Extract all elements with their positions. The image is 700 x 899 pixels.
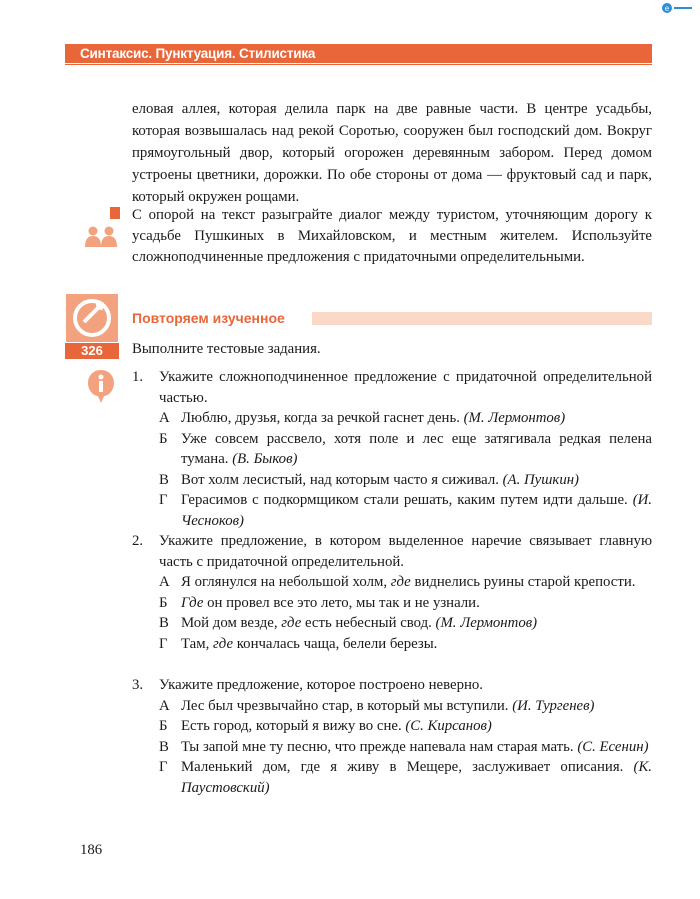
option-text: Лес был чрезвычайно стар, в который мы вступили. (И. Тургенев): [181, 697, 595, 714]
option-a: [159, 408, 652, 429]
option-c: [159, 737, 652, 758]
option-text: Где он провел все это лето, мы так и не узнали.: [181, 594, 480, 611]
page-number: 186: [80, 842, 103, 858]
info-icon: [86, 368, 116, 404]
option-letter: Б: [159, 718, 168, 734]
option-text: Люблю, друзья, когда за речкой гаснет день. (М. Лермонтов): [181, 410, 566, 426]
option-text: Уже совсем рассвело, хотя поле и лес еще затягивала редкая пелена тумана. (В. Быков): [181, 430, 652, 467]
header-rule: [65, 64, 652, 65]
option-b: [159, 593, 652, 614]
question-text: Укажите предложение, в котором выделенное наречие связывает главную часть с придаточной определительной.: [159, 533, 652, 570]
option-d: [159, 634, 652, 655]
option-a: [159, 696, 652, 717]
option-c: [159, 470, 652, 491]
question-text: Укажите предложение, которое построено неверно.: [159, 677, 483, 693]
question-number: 1.: [132, 369, 144, 385]
option-text: Там, где кончалась чаща, белели березы.: [181, 635, 438, 652]
option-text: Я оглянулся на небольшой холм, где виднелись руины старой крепости.: [181, 574, 636, 590]
task-marker: [110, 207, 120, 219]
option-letter: А: [159, 410, 170, 426]
option-letter: Г: [159, 759, 168, 775]
header-title: Синтаксис. Пунктуация. Стилистика: [80, 46, 316, 61]
option-letter: Б: [159, 430, 168, 447]
option-b: [159, 429, 652, 470]
pair-work-icon: [84, 225, 120, 247]
option-letter: А: [159, 697, 170, 714]
option-letter: А: [159, 574, 170, 590]
question-2: [132, 531, 652, 654]
section-title: Повторяем изученное: [132, 310, 291, 326]
question-text: Укажите сложноподчиненное предложение с придаточной определительной частью.: [159, 369, 652, 406]
option-letter: Г: [159, 635, 168, 652]
option-text: Вот холм лесистый, над которым часто я сиживал. (А. Пушкин): [181, 471, 579, 488]
exercise-number-badge: 326: [65, 343, 119, 359]
option-letter: Б: [159, 594, 168, 611]
option-letter: В: [159, 738, 169, 755]
question-number: 2.: [132, 533, 144, 549]
main-text: [132, 98, 652, 208]
section-band: [312, 312, 652, 325]
review-icon: [66, 294, 118, 342]
option-a: [159, 572, 652, 593]
option-letter: В: [159, 471, 169, 488]
option-letter: В: [159, 615, 169, 631]
option-b: [159, 716, 652, 737]
option-text: Есть город, который я вижу во сне. (С. Кирсанов): [181, 718, 492, 734]
option-d: [159, 490, 652, 531]
question-1: [132, 367, 652, 531]
publisher-logo-icon: [661, 2, 693, 14]
option-text: Маленький дом, где я живу в Мещере, заслуживает описания. (К. Паустовский): [181, 759, 652, 796]
option-text: Ты запой мне ту песню, что прежде напевала нам старая мать. (С. Есенин): [181, 738, 649, 755]
option-text: Герасимов с подкормщиком стали решать, каким путем идти дальше. (И. Чесноков): [181, 492, 653, 529]
option-c: [159, 613, 652, 634]
svg-text:e: e: [664, 4, 670, 13]
task-text: С опорой на текст разыграйте диалог между туристом, уточняющим дорогу к усадьбе Пушкиных в Михайловском, и местным жителем. Используйте сложноподчиненные предложения с придаточными определительными.: [132, 207, 652, 265]
question-3: [132, 675, 652, 798]
exercise-instruction: Выполните тестовые задания.: [132, 341, 321, 357]
option-letter: Г: [159, 492, 168, 508]
option-d: [159, 757, 652, 798]
main-paragraph: еловая аллея, которая делила парк на две равные части. В центре усадьбы, которая возвышалась над рекой Соротью, сооружен был господский дом. Вокруг прямоугольный двор, который огорожен деревянным забором. Перед домом устроены цветники, дорожки. По обе стороны от дома — фруктовый сад и парк, который окружен рощами.: [132, 101, 652, 205]
option-text: Мой дом везде, где есть небесный свод. (М. Лермонтов): [181, 615, 538, 631]
question-number: 3.: [132, 677, 144, 693]
